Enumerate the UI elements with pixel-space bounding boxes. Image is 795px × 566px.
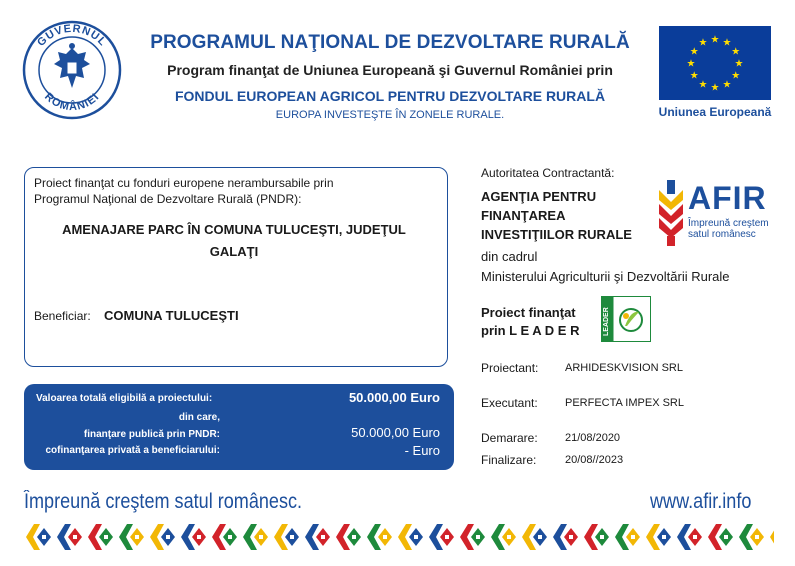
finalizare-value: 20/08//2023	[565, 454, 624, 466]
folk-motif-icon	[491, 524, 516, 550]
leader-line: prin L E A D E R	[481, 323, 580, 338]
demarare-label: Demarare:	[481, 431, 538, 445]
eu-star-icon: ★	[734, 58, 744, 70]
eu-star-icon: ★	[722, 79, 732, 91]
leader-logo	[601, 296, 651, 342]
eu-star-icon: ★	[710, 82, 720, 94]
afir-tagline-line: satul românesc	[688, 229, 756, 240]
leader-funding-label	[481, 304, 579, 340]
folk-motif-icon	[367, 524, 392, 550]
folk-motif-icon	[119, 524, 144, 550]
program-subtitle: Program finanţat de Uniunea Europeană şi Guvernul României prin	[167, 62, 613, 78]
beneficiary-label: Beneficiar:	[34, 309, 91, 323]
eu-star-icon: ★	[689, 70, 699, 82]
agency-name-line: INVESTIŢIILOR RURALE	[481, 227, 632, 242]
din-care-label: din care,	[178, 412, 220, 423]
folk-motif-icon	[770, 524, 774, 550]
folk-motif-icon	[615, 524, 640, 550]
eu-star-icon: ★	[710, 34, 720, 46]
folk-motif-icon	[553, 524, 578, 550]
afir-emblem-icon	[656, 180, 686, 246]
folk-motif-icon	[336, 524, 361, 550]
afir-logo-text: AFIR	[688, 180, 767, 216]
folk-motif-icon	[57, 524, 82, 550]
eu-label: Uniunea Europeană	[658, 105, 772, 119]
public-funding-label: finanţare publică prin PNDR:	[83, 429, 220, 440]
value-panel	[24, 384, 454, 470]
executant-label: Executant:	[481, 396, 538, 410]
executant-value: PERFECTA IMPEX SRL	[565, 397, 684, 409]
folk-motif-icon	[398, 524, 423, 550]
total-value-amount: 50.000,00 Euro	[348, 390, 440, 405]
finalizare-label: Finalizare:	[481, 453, 537, 467]
authority-label: Autoritatea Contractantă:	[481, 166, 615, 180]
footer-website-link[interactable]: www.afir.info	[650, 490, 752, 513]
eu-star-icon: ★	[722, 37, 732, 49]
agency-name-line: FINANŢAREA	[481, 208, 566, 223]
folk-motif-icon	[522, 524, 547, 550]
government-seal-icon	[22, 20, 122, 120]
folk-motif-icon	[677, 524, 702, 550]
folk-motif-icon	[181, 524, 206, 550]
folk-motif-icon	[26, 524, 51, 550]
folk-motif-icon	[429, 524, 454, 550]
leader-logo-text: LEADER	[603, 307, 610, 336]
eu-star-icon: ★	[731, 46, 741, 58]
folk-pattern-border	[22, 520, 774, 554]
folk-motif-icon	[212, 524, 237, 550]
folk-motif-icon	[708, 524, 733, 550]
beneficiary-value: COMUNA TULUCEŞTI	[104, 308, 239, 323]
folk-motif-icon	[88, 524, 113, 550]
folk-motif-icon	[739, 524, 764, 550]
eu-flag-icon	[659, 26, 771, 100]
afir-tagline	[688, 218, 769, 240]
private-cofinancing-amount: - Euro	[404, 443, 440, 458]
svg-text:ROMÂNIEI: ROMÂNIEI	[42, 90, 102, 114]
leader-line: Proiect finanţat	[481, 305, 576, 320]
ministry-name: Ministerului Agriculturii şi Dezvoltării Rurale	[481, 269, 730, 284]
folk-motif-icon	[584, 524, 609, 550]
agency-name	[481, 187, 651, 244]
project-title	[34, 219, 434, 263]
folk-motif-icon	[243, 524, 268, 550]
program-title: PROGRAMUL NAŢIONAL DE DEZVOLTARE RURALĂ	[150, 32, 630, 53]
agency-name-line: AGENŢIA PENTRU	[481, 189, 597, 204]
project-title-line: GALAŢI	[209, 244, 259, 259]
proiectant-value: ARHIDESKVISION SRL	[565, 362, 683, 374]
folk-motif-icon	[150, 524, 175, 550]
afir-tagline-line: Împreună creştem	[688, 218, 769, 229]
afir-logo	[656, 180, 776, 246]
proiectant-label: Proiectant:	[481, 361, 539, 375]
public-funding-amount: 50.000,00 Euro	[351, 425, 440, 440]
demarare-value: 21/08/2020	[565, 432, 621, 444]
project-intro-line: Proiect finanţat cu fonduri europene nerambursabile prin	[34, 176, 334, 190]
project-title-line: AMENAJARE PARC ÎN COMUNA TULUCEŞTI, JUDEŢUL	[62, 222, 406, 237]
leader-emblem-icon	[601, 296, 651, 342]
eu-star-icon: ★	[731, 70, 741, 82]
folk-motif-icon	[460, 524, 485, 550]
total-value-label: Valoarea totală eligibilă a proiectului:	[36, 393, 213, 404]
folk-motif-icon	[274, 524, 299, 550]
project-intro-line: Programul Naţional de Dezvoltare Rurală (PNDR):	[34, 192, 302, 206]
din-cadrul-label: din cadrul	[481, 249, 538, 264]
fund-name: FONDUL EUROPEAN AGRICOL PENTRU DEZVOLTARE RURALĂ	[174, 88, 606, 104]
folk-motif-icon	[305, 524, 330, 550]
eu-star-icon: ★	[686, 58, 696, 70]
svg-text:GUVERNUL: GUVERNUL	[35, 22, 109, 49]
folk-motif-icon	[646, 524, 671, 550]
invest-tagline: EUROPA INVESTEŞTE ÎN ZONELE RURALE.	[275, 109, 505, 121]
eu-star-icon: ★	[698, 37, 708, 49]
private-cofinancing-label: cofinanţarea privată a beneficiarului:	[45, 445, 220, 456]
eu-star-icon: ★	[689, 46, 699, 58]
footer-slogan: Împreună creştem satul românesc.	[24, 490, 303, 513]
eu-star-icon: ★	[698, 79, 708, 91]
project-intro	[34, 175, 394, 207]
